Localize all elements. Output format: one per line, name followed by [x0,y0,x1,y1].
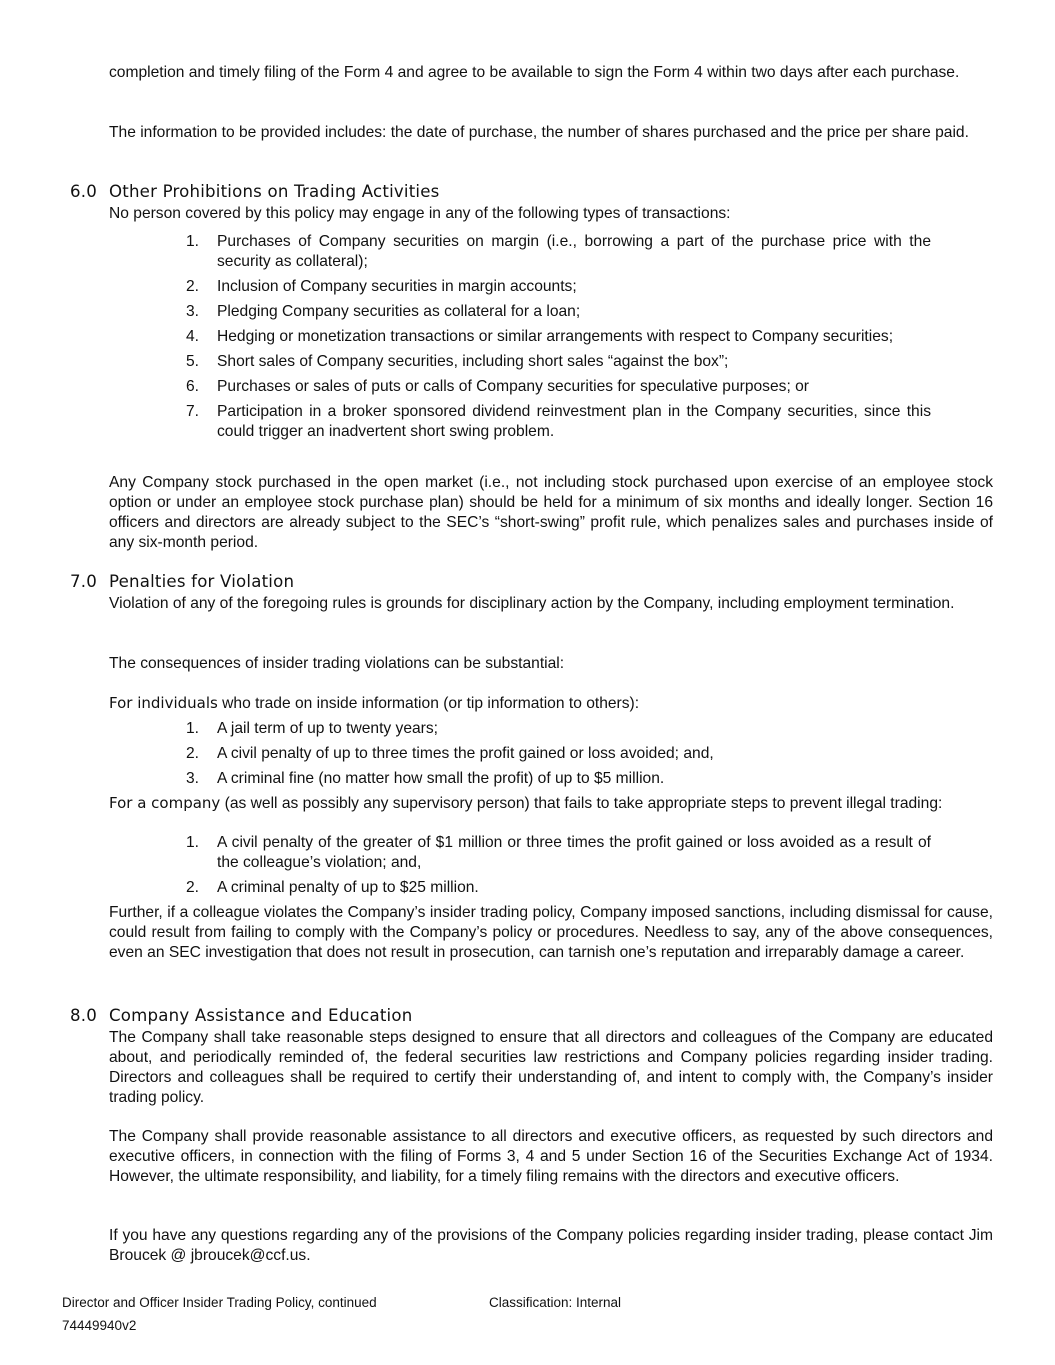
section-number: 7.0 [70,572,97,591]
section-number: 6.0 [70,182,97,201]
list-item [186,769,931,789]
list-text: A civil penalty of the greater of $1 million or three times the profit gained or loss avoided as a result of the colleague’s violation; and, [217,834,931,871]
list-item [186,277,931,297]
list-item [186,302,931,322]
company-text: (as well as possibly any supervisory person) that fails to take appropriate steps to prevent illegal trading: [220,795,943,812]
list-number: 1. [186,233,200,250]
list-text: A jail term of up to twenty years; [217,720,439,737]
list-text: Inclusion of Company securities in margin accounts; [217,278,577,295]
list-item [186,719,931,739]
footer-title: Director and Officer Insider Trading Policy, continued [62,1295,377,1310]
list-item [186,402,931,442]
section-6-lead: No person covered by this policy may engage in any of the following types of transactions: [109,205,731,222]
list-number: 5. [186,353,200,370]
list-text: Short sales of Company securities, including short sales “against the box”; [217,353,729,370]
list-number: 1. [186,720,200,737]
list-number: 7. [186,403,200,420]
section-7-closing: Further, if a colleague violates the Company’s insider trading policy, Company imposed sanctions, including dismissal for cause, could result from failing to comply with the Company’s policy or procedures. Needless to say, any of the above consequences, even an SEC investigation that does not result in prosecution, can tarnish one’s reputation and irreparably damage a career. [109,904,993,961]
list-number: 6. [186,378,200,395]
company-penalties-list [186,833,931,903]
list-text: A civil penalty of up to three times the profit gained or loss avoided; and, [217,745,714,762]
list-text: A criminal penalty of up to $25 million. [217,879,479,896]
list-text: Purchases of Company securities on margin (i.e., borrowing a part of the purchase price with the security as collateral); [217,233,931,270]
individuals-text: who trade on inside information (or tip information to others): [217,695,640,712]
intro-paragraph-1: completion and timely filing of the Form 4 and agree to be available to sign the Form 4 within two days after each purchase. [109,64,960,81]
section-8-paragraph-3: If you have any questions regarding any of the provisions of the Company policies regarding insider trading, please contact Jim Broucek @ jbroucek@ccf.us. [109,1227,993,1264]
list-number: 2. [186,879,200,896]
list-item [186,327,931,347]
company-intro [109,793,993,814]
section-8-paragraph-1: The Company shall take reasonable steps designed to ensure that all directors and colleagues of the Company are educated about, and periodically reminded of, the federal securities law restrictions and Company policies regarding insider trading. Directors and colleagues shall be required to certify their understanding of, and intent to comply with, the Company’s insider trading policy. [109,1029,993,1106]
section-7-paragraph-2: The consequences of insider trading violations can be substantial: [109,655,565,672]
section-8-heading [70,1006,412,1026]
intro-paragraph-2: The information to be provided includes: the date of purchase, the number of shares purchased and the price per share paid. [109,124,969,141]
list-number: 1. [186,834,200,851]
list-item [186,377,931,397]
list-text: A criminal fine (no matter how small the profit) of up to $5 million. [217,770,665,787]
section-title: Other Prohibitions on Trading Activities [109,182,440,201]
individuals-intro [109,693,993,714]
list-number: 3. [186,770,200,787]
list-item [186,833,931,873]
section-6-heading [70,182,440,202]
list-number: 4. [186,328,200,345]
list-text: Participation in a broker sponsored dividend reinvestment plan in the Company securities, since this could trigger an inadvertent short swing problem. [217,403,931,440]
list-item [186,878,931,898]
list-number: 2. [186,745,200,762]
section-6-closing: Any Company stock purchased in the open market (i.e., not including stock purchased upon exercise of an employee stock option or under an employee stock purchase plan) should be held for a minimum of six months and ideally longer. Section 16 officers and directors are already subject to the SEC’s “short-swing” profit rule, which penalizes sales and purchases inside of any six-month period. [109,474,993,551]
list-item [186,352,931,372]
list-text: Purchases or sales of puts or calls of Company securities for speculative purposes; or [217,378,809,395]
list-number: 2. [186,278,200,295]
footer-classification: Classification: Internal [489,1295,622,1310]
list-item [186,744,931,764]
list-text: Pledging Company securities as collateral for a loan; [217,303,581,320]
section-7-heading [70,572,294,592]
company-label: For a company [109,794,221,812]
section-title: Company Assistance and Education [109,1006,413,1025]
section-8-paragraph-2: The Company shall provide reasonable assistance to all directors and executive officers, as requested by such directors and executive officers, in connection with the filing of Forms 3, 4 and 5 under Section 16 of the Securities Exchange Act of 1934. However, the ultimate responsibility, and liability, for a timely filing remains with the directors and executive officers. [109,1128,993,1185]
section-title: Penalties for Violation [109,572,295,591]
list-item [186,232,931,272]
section-number: 8.0 [70,1006,97,1025]
list-number: 3. [186,303,200,320]
section-7-paragraph-1: Violation of any of the foregoing rules is grounds for disciplinary action by the Company, including employment termination. [109,595,955,612]
individual-penalties-list [186,719,931,794]
individuals-label: For individuals [109,694,218,712]
list-text: Hedging or monetization transactions or similar arrangements with respect to Company securities; [217,328,894,345]
prohibited-transactions-list [186,232,931,447]
footer-doc-id: 74449940v2 [62,1318,137,1333]
